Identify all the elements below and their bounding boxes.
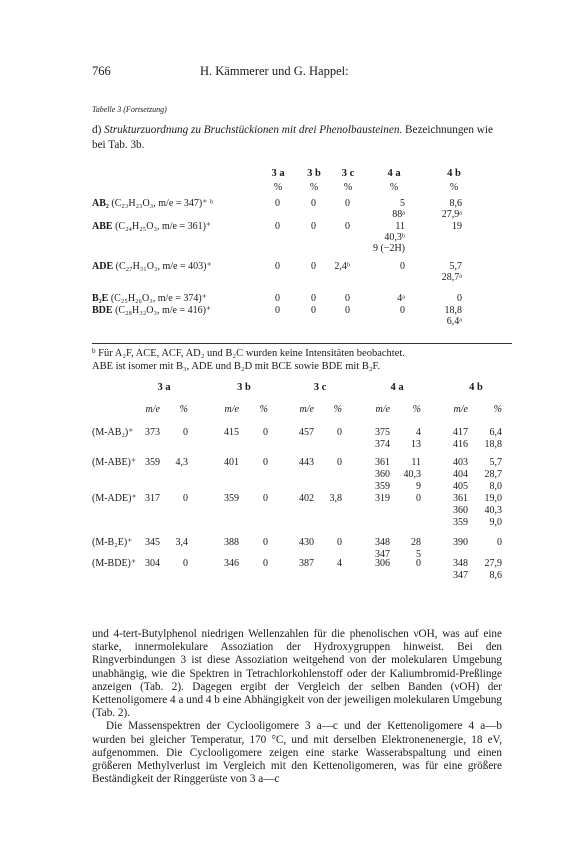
table1-value: 0 — [345, 198, 350, 209]
table2-subheader-pct: % — [259, 404, 268, 415]
table2-pct-value: 5,7 — [489, 457, 502, 468]
table1-row-label-formula: (C₂₇H₃₁O₃, m/e = 403)⁺ — [113, 261, 212, 272]
table1-row-label — [92, 261, 212, 272]
table2-pct-value: 19,0 — [484, 493, 502, 504]
table1-unit: % — [273, 182, 283, 193]
table1-column-header: 3 c — [341, 168, 355, 179]
table1-value: 2,4ᵇ — [334, 261, 350, 272]
table2-me-value: 457 — [299, 427, 314, 438]
table2-me-value: 430 — [299, 537, 314, 548]
table1-column-header: 3 b — [307, 168, 321, 179]
table2-pct-value: 28,7 — [484, 469, 502, 480]
table2-pct-value: 0 — [263, 493, 268, 504]
table2-pct-value: 8,0 — [489, 481, 502, 492]
table2-me-value: 404 — [453, 469, 468, 480]
table2-me-value: 345 — [145, 537, 160, 548]
section-d-rest: Bezeichnungen wie bei Tab. 3b. — [92, 124, 493, 151]
table1-value: 0 — [275, 293, 280, 304]
table2-me-value: 359 — [375, 481, 390, 492]
table2-pct-value: 0 — [263, 457, 268, 468]
table1-unit: % — [309, 182, 319, 193]
table1-row-label-key: ABE — [92, 221, 113, 232]
table1-value: 0 — [400, 305, 405, 316]
table2-pct-value: 13 — [411, 439, 421, 450]
table2-pct-value: 28 — [411, 537, 421, 548]
table1-row-label — [92, 198, 213, 209]
table2-pct-value: 0 — [337, 537, 342, 548]
table2-pct-value: 0 — [263, 558, 268, 569]
table2-me-value: 417 — [453, 427, 468, 438]
section-d-title: Strukturzuordnung zu Bruchstückionen mit drei Phenolbausteinen. — [104, 124, 403, 136]
body-paragraph-2: Die Massenspektren der Cyclooligomere 3 a—c und der Kettenoligomere 4 a—b wurden bei gleicher Temperatur, 170 °C, und mit derselben Elektronenenergie, 18 eV, aufgenommen. Die Cyclooligomere zeigen eine starke Wasserabspaltung und einen größeren Methylverlust im Vergleich mit den Kettenoligomeren, was für eine größere Beständigkeit der Ringgerüste von 3 a—c — [92, 720, 502, 786]
table1-column-header: 4 b — [447, 168, 461, 179]
table2-me-value: 373 — [145, 427, 160, 438]
footnote-line-1: Für A₂F, ACE, ACF, AD₂ und B₂C wurden keine Intensitäten beobachtet. — [98, 348, 405, 359]
table2-pct-value: 0 — [416, 493, 421, 504]
table2-me-value: 306 — [375, 558, 390, 569]
table1-value: 18,8 — [444, 305, 462, 316]
table2-pct-value: 11 — [411, 457, 421, 468]
table1-value: 8,6 — [449, 198, 462, 209]
table2-me-value: 360 — [453, 505, 468, 516]
table2-me-value: 374 — [375, 439, 390, 450]
table2-pct-value: 0 — [337, 427, 342, 438]
table2-row-label: (M-ADE)⁺ — [92, 493, 137, 504]
table1-value: 40,3ᵇ — [384, 232, 405, 243]
body-paragraph-1: und 4-tert-Butylphenol niedrigen Wellenzahlen für die phenolischen νOH, was auf eine starke, innermolekulare Assoziation der Hydroxygruppen hinweist. Bei den Ringverbindungen 3 ist diese Assoziation weitgehend von der molekularen Umgebung unabhängig, wie die Spektren in Tetrachlorkohlenstoff oder der Kaliumbromid-Preßlinge anzeigen (Tab. 2). Dagegen ergibt der Vergleich der selben Banden (νOH) der Kettenoligomere 4 a und 4 b eine Abhängigkeit von der jeweiligen molekularen Umgebung (Tab. 2). — [92, 628, 502, 720]
table2-row-label: (M-ABE)⁺ — [92, 457, 137, 468]
table2-column-header: 3 c — [313, 382, 327, 393]
table1-value: 0 — [311, 221, 316, 232]
table2-me-value: 347 — [375, 549, 390, 560]
table1-row-label-formula: (C₂₈H₃₂O₃, m/e = 416)⁺ — [112, 305, 212, 316]
running-title: H. Kämmerer und G. Happel: — [200, 64, 349, 78]
table1-row-label — [92, 221, 211, 232]
table2-me-value: 359 — [453, 517, 468, 528]
table1-row-label-formula: (C₂₄H₂₅O₃, m/e = 361)⁺ — [112, 221, 212, 232]
table2-me-value: 347 — [453, 570, 468, 581]
loss-table — [92, 382, 512, 602]
table1-value: 9 (−2H) — [372, 243, 405, 254]
table2-me-value: 388 — [224, 537, 239, 548]
table2-subheader-me: m/e — [224, 404, 239, 415]
table1-value: 27,9ᵃ — [441, 209, 462, 220]
table2-me-value: 402 — [299, 493, 314, 504]
table1-value: 0 — [275, 305, 280, 316]
table2-column-header: 4 b — [469, 382, 483, 393]
table2-subheader-pct: % — [179, 404, 188, 415]
table2-me-value: 375 — [375, 427, 390, 438]
table2-subheader-me: m/e — [375, 404, 390, 415]
table2-column-header: 3 b — [237, 382, 251, 393]
table-caption: Tabelle 3 (Fortsetzung) — [92, 105, 167, 114]
table1-value: 19 — [452, 221, 462, 232]
table1-value: 0 — [457, 293, 462, 304]
table1-value: 0 — [345, 293, 350, 304]
table1-row-label — [92, 305, 211, 316]
table1-value: 0 — [311, 305, 316, 316]
table2-me-value: 403 — [453, 457, 468, 468]
table2-pct-value: 8,6 — [489, 570, 502, 581]
table1-unit: % — [449, 182, 459, 193]
page-number: 766 — [92, 64, 111, 78]
table1-row-label-formula: (C₂₅H₂₆O₃, m/e = 374)⁺ — [108, 293, 207, 304]
table1-value: 0 — [345, 221, 350, 232]
table2-pct-value: 0 — [183, 558, 188, 569]
table2-me-value: 390 — [453, 537, 468, 548]
table2-me-value: 319 — [375, 493, 390, 504]
table2-pct-value: 9,0 — [489, 517, 502, 528]
table1-column-header: 3 a — [271, 168, 285, 179]
table2-me-value: 360 — [375, 469, 390, 480]
table1-value: 88ᵃ — [392, 209, 405, 220]
table1-value: 4ᵃ — [397, 293, 405, 304]
table2-me-value: 401 — [224, 457, 239, 468]
table2-me-value: 359 — [224, 493, 239, 504]
table2-pct-value: 3,4 — [175, 537, 188, 548]
table2-pct-value: 4,3 — [175, 457, 188, 468]
table2-pct-value: 0 — [337, 457, 342, 468]
table2-pct-value: 4 — [416, 427, 421, 438]
table2-column-header: 4 a — [390, 382, 404, 393]
table1-row-label-formula: (C₂₃H₂₃O₃, m/e = 347)⁺ ᵇ — [108, 198, 214, 209]
table2-pct-value: 0 — [263, 427, 268, 438]
table-divider — [92, 343, 512, 344]
table2-me-value: 443 — [299, 457, 314, 468]
table1-row-label-key: AB₂ — [92, 198, 109, 209]
table1-column-header: 4 a — [387, 168, 401, 179]
footnote-marker: b — [92, 347, 96, 355]
table2-pct-value: 3,8 — [329, 493, 342, 504]
table1-value: 0 — [275, 221, 280, 232]
table1-row-label — [92, 293, 207, 304]
table1-value: 0 — [275, 198, 280, 209]
table2-me-value: 304 — [145, 558, 160, 569]
table2-pct-value: 40,3 — [484, 505, 502, 516]
table1-value: 0 — [400, 261, 405, 272]
table1-row-label-key: ADE — [92, 261, 114, 272]
table2-pct-value: 9 — [416, 481, 421, 492]
table2-subheader-pct: % — [412, 404, 421, 415]
table1-row-label-key: BDE — [92, 305, 113, 316]
table2-pct-value: 18,8 — [484, 439, 502, 450]
table2-me-value: 359 — [145, 457, 160, 468]
table2-row-label: (M-B₂E)⁺ — [92, 537, 133, 548]
table1-value: 0 — [311, 261, 316, 272]
table1-value: 6,4ᵃ — [446, 316, 462, 327]
table1-value: 0 — [311, 293, 316, 304]
table2-pct-value: 0 — [183, 427, 188, 438]
section-d-label: d) — [92, 124, 102, 136]
table2-me-value: 346 — [224, 558, 239, 569]
table1-value: 5 — [400, 198, 405, 209]
table2-pct-value: 0 — [183, 493, 188, 504]
table2-pct-value: 6,4 — [489, 427, 502, 438]
table2-me-value: 317 — [145, 493, 160, 504]
table-footnote — [92, 345, 512, 373]
table1-unit: % — [389, 182, 399, 193]
table2-me-value: 415 — [224, 427, 239, 438]
table2-me-value: 348 — [375, 537, 390, 548]
table2-pct-value: 0 — [263, 537, 268, 548]
table2-subheader-me: m/e — [299, 404, 314, 415]
table2-subheader-me: m/e — [453, 404, 468, 415]
table1-value: 11 — [395, 221, 405, 232]
table2-me-value: 387 — [299, 558, 314, 569]
table1-value: 0 — [275, 261, 280, 272]
table2-me-value: 361 — [375, 457, 390, 468]
table2-pct-value: 0 — [497, 537, 502, 548]
table2-pct-value: 27,9 — [484, 558, 502, 569]
table2-pct-value: 5 — [416, 549, 421, 560]
page-header — [0, 64, 576, 80]
table1-value: 0 — [345, 305, 350, 316]
table2-row-label: (M-BDE)⁺ — [92, 558, 137, 569]
table2-pct-value: 0 — [416, 558, 421, 569]
table2-me-value: 361 — [453, 493, 468, 504]
table1-unit: % — [343, 182, 353, 193]
table2-subheader-me: m/e — [145, 404, 160, 415]
table1-value: 5,7 — [449, 261, 462, 272]
footnote-line-2: ABE ist isomer mit B₃, ADE und B₂D mit BCE sowie BDE mit B₂F. — [92, 361, 381, 372]
table2-pct-value: 4 — [337, 558, 342, 569]
fragment-table — [92, 168, 512, 343]
table2-row-label: (M-AB₂)⁺ — [92, 427, 134, 438]
table2-me-value: 405 — [453, 481, 468, 492]
section-d-heading — [92, 123, 504, 153]
table1-value: 28,7ᵃ — [441, 272, 462, 283]
table1-row-label-key: B₂E — [92, 293, 109, 304]
table2-subheader-pct: % — [493, 404, 502, 415]
table2-subheader-pct: % — [333, 404, 342, 415]
table2-me-value: 348 — [453, 558, 468, 569]
body-text — [92, 628, 502, 786]
table2-column-header: 3 a — [157, 382, 171, 393]
table1-value: 0 — [311, 198, 316, 209]
table2-me-value: 416 — [453, 439, 468, 450]
table2-pct-value: 40,3 — [403, 469, 421, 480]
